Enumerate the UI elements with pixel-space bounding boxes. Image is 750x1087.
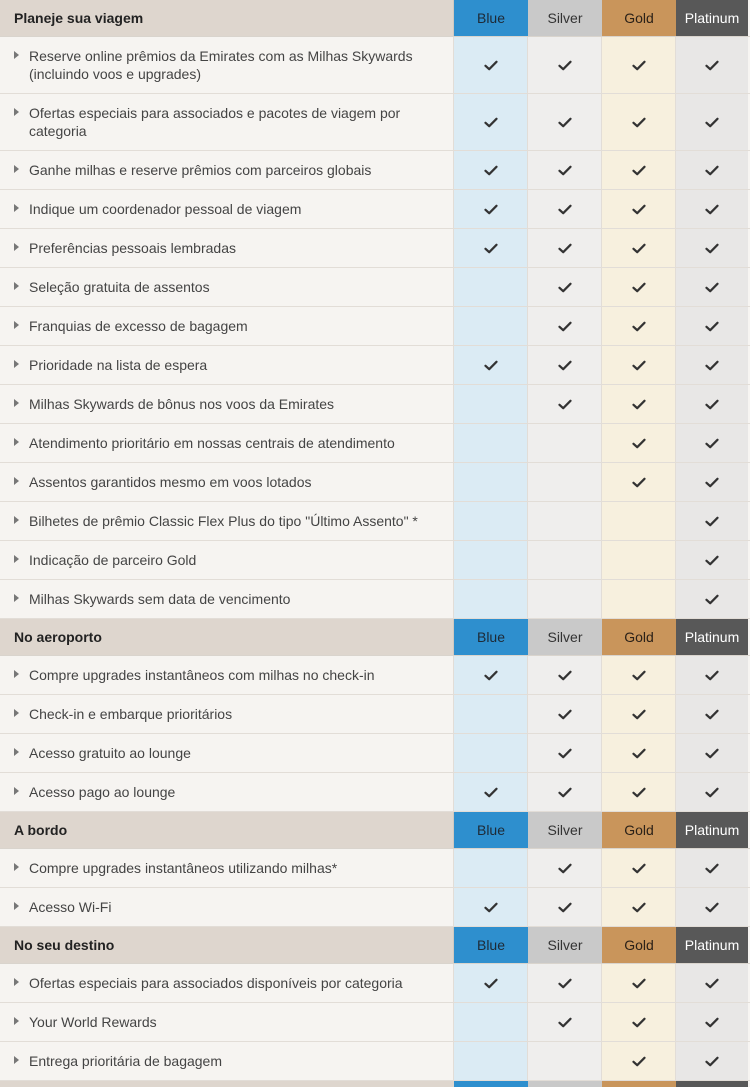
tier-cell-platinum [676,229,748,267]
tier-header-gold: Gold [602,619,676,655]
caret-right-icon[interactable] [14,902,19,910]
tier-cell-platinum [676,424,748,462]
benefit-expander[interactable] [0,734,454,772]
benefit-expander[interactable] [0,307,454,345]
check-icon [705,748,719,759]
section-title: No aeroporto [0,619,454,655]
check-icon [558,321,572,332]
tier-cell-blue [454,656,528,694]
tier-cell-silver [528,1042,602,1080]
benefit-label: Milhas Skywards de bônus nos voos da Emirates [29,396,335,412]
tier-cell-gold [602,580,676,618]
benefit-expander[interactable] [0,346,454,384]
tier-cell-blue [454,541,528,579]
caret-right-icon[interactable] [14,438,19,446]
check-icon [558,709,572,720]
check-icon [705,243,719,254]
tier-cell-platinum [676,541,748,579]
tier-cell-platinum [676,151,748,189]
benefit-label: Ofertas especiais para associados disponíveis por categoria [29,975,403,991]
tier-cell-blue [454,695,528,733]
tier-cell-blue [454,773,528,811]
benefit-expander[interactable] [0,37,454,93]
benefit-expander[interactable] [0,1003,454,1041]
check-icon [632,243,646,254]
benefit-expander[interactable] [0,773,454,811]
tier-cell-gold [602,849,676,887]
benefit-label: Indique um coordenador pessoal de viagem [29,201,302,217]
tier-cell-platinum [676,190,748,228]
benefit-expander[interactable] [0,94,454,150]
table-row[interactable] [0,37,750,94]
tier-cell-gold [602,888,676,926]
benefit-label: Your World Rewards [29,1014,157,1030]
caret-right-icon[interactable] [14,516,19,524]
check-icon [632,748,646,759]
table-row[interactable] [0,734,750,773]
tier-cell-platinum [676,94,748,150]
tier-cell-silver [528,94,602,150]
tier-cell-gold [602,37,676,93]
benefit-label: Acesso pago ao lounge [29,784,176,800]
section-header [0,619,750,656]
check-icon [632,399,646,410]
check-icon [632,902,646,913]
tier-cell-blue [454,268,528,306]
check-icon [558,204,572,215]
tier-cell-silver [528,580,602,618]
caret-right-icon[interactable] [14,787,19,795]
table-row[interactable] [0,541,750,580]
benefit-expander[interactable] [0,964,454,1002]
check-icon [705,360,719,371]
tier-cell-platinum [676,268,748,306]
benefit-expander[interactable] [0,190,454,228]
check-icon [632,978,646,989]
caret-right-icon[interactable] [14,594,19,602]
benefit-label: Reserve online prêmios da Emirates com as Milhas Skywards (incluindo voos e upgrades) [29,48,413,82]
caret-right-icon[interactable] [14,360,19,368]
caret-right-icon[interactable] [14,863,19,871]
benefit-label: Seleção gratuita de assentos [29,279,210,295]
check-icon [484,360,498,371]
tier-cell-silver [528,307,602,345]
table-row[interactable] [0,1042,750,1081]
benefit-expander[interactable] [0,502,454,540]
tier-cell-gold [602,1003,676,1041]
check-icon [558,670,572,681]
tier-cell-platinum [676,734,748,772]
tier-cell-gold [602,734,676,772]
check-icon [705,670,719,681]
benefit-expander[interactable] [0,385,454,423]
check-icon [705,787,719,798]
check-icon [558,1017,572,1028]
benefit-label: Compre upgrades instantâneos utilizando milhas* [29,860,338,876]
tier-header-platinum: Platinum [676,619,748,655]
tier-cell-silver [528,385,602,423]
check-icon [484,978,498,989]
benefit-expander[interactable] [0,888,454,926]
table-row[interactable] [0,307,750,346]
tier-cell-gold [602,190,676,228]
check-icon [705,1056,719,1067]
tier-cell-blue [454,964,528,1002]
tier-header-platinum: Platinum [676,0,748,36]
check-icon [632,360,646,371]
check-icon [705,117,719,128]
next-section-header-strip [0,1081,750,1087]
tier-cell-gold [602,385,676,423]
check-icon [484,670,498,681]
caret-right-icon[interactable] [14,555,19,563]
tier-cell-platinum [676,502,748,540]
tier-header-platinum: Platinum [676,812,748,848]
check-icon [705,60,719,71]
tier-cell-silver [528,37,602,93]
benefit-expander[interactable] [0,1042,454,1080]
tier-cell-gold [602,656,676,694]
caret-right-icon[interactable] [14,670,19,678]
tier-cell-blue [454,190,528,228]
check-icon [632,477,646,488]
benefit-label: Preferências pessoais lembradas [29,240,236,256]
caret-right-icon[interactable] [14,51,19,59]
check-icon [632,787,646,798]
tier-cell-blue [454,463,528,501]
table-row[interactable] [0,94,750,151]
tier-cell-gold [602,964,676,1002]
tier-cell-blue [454,37,528,93]
tier-cell-silver [528,656,602,694]
caret-right-icon[interactable] [14,1056,19,1064]
tier-header-silver: Silver [528,812,602,848]
table-row[interactable] [0,580,750,619]
benefit-expander[interactable] [0,463,454,501]
tier-cell-platinum [676,964,748,1002]
section-header [0,812,750,849]
tier-cell-silver [528,268,602,306]
tier-cell-platinum [676,773,748,811]
table-row[interactable] [0,346,750,385]
benefit-expander[interactable] [0,424,454,462]
tier-cell-silver [528,888,602,926]
tier-cell-gold [602,151,676,189]
table-row[interactable] [0,1003,750,1042]
tier-cell-platinum [676,1003,748,1041]
tier-cell-silver [528,1003,602,1041]
tier-cell-gold [602,502,676,540]
tier-cell-blue [454,1003,528,1041]
tier-cell-blue [454,385,528,423]
check-icon [705,438,719,449]
section-3 [0,927,750,1081]
check-icon [558,787,572,798]
benefit-expander[interactable] [0,229,454,267]
check-icon [705,321,719,332]
check-icon [632,670,646,681]
benefit-label: Ganhe milhas e reserve prêmios com parceiros globais [29,162,372,178]
table-row[interactable] [0,773,750,812]
tier-cell-silver [528,773,602,811]
tier-cell-platinum [676,37,748,93]
check-icon [484,117,498,128]
tier-cell-blue [454,580,528,618]
tier-cell-gold [602,268,676,306]
tier-cell-silver [528,541,602,579]
benefit-label: Acesso Wi-Fi [29,899,112,915]
benefit-expander[interactable] [0,580,454,618]
check-icon [705,863,719,874]
tier-header-silver: Silver [528,619,602,655]
section-title: A bordo [0,812,454,848]
tier-header-blue: Blue [454,812,528,848]
check-icon [558,360,572,371]
check-icon [558,748,572,759]
benefit-label: Entrega prioritária de bagagem [29,1053,223,1069]
check-icon [705,555,719,566]
section-1 [0,619,750,812]
caret-right-icon[interactable] [14,282,19,290]
table-row[interactable] [0,229,750,268]
check-icon [484,60,498,71]
check-icon [632,438,646,449]
strip-segment [0,1081,454,1087]
tier-cell-silver [528,849,602,887]
check-icon [632,1017,646,1028]
table-row[interactable] [0,964,750,1003]
check-icon [558,282,572,293]
check-icon [632,60,646,71]
benefit-label: Bilhetes de prêmio Classic Flex Plus do tipo "Último Assento" * [29,513,418,529]
table-row[interactable] [0,888,750,927]
tier-cell-platinum [676,888,748,926]
tier-cell-blue [454,502,528,540]
caret-right-icon[interactable] [14,748,19,756]
check-icon [632,204,646,215]
check-icon [484,243,498,254]
table-row[interactable] [0,656,750,695]
benefit-label: Milhas Skywards sem data de vencimento [29,591,291,607]
check-icon [705,399,719,410]
tier-cell-platinum [676,656,748,694]
check-icon [558,117,572,128]
check-icon [632,709,646,720]
check-icon [484,787,498,798]
caret-right-icon[interactable] [14,321,19,329]
tier-cell-blue [454,734,528,772]
tier-cell-blue [454,229,528,267]
check-icon [632,165,646,176]
strip-segment [454,1081,528,1087]
caret-right-icon[interactable] [14,477,19,485]
benefit-expander[interactable] [0,849,454,887]
strip-segment [676,1081,748,1087]
table-row[interactable] [0,151,750,190]
tier-cell-silver [528,229,602,267]
table-row[interactable] [0,268,750,307]
tier-cell-silver [528,151,602,189]
check-icon [632,321,646,332]
tier-cell-silver [528,695,602,733]
benefit-expander[interactable] [0,656,454,694]
benefit-label: Franquias de excesso de bagagem [29,318,248,334]
check-icon [705,516,719,527]
caret-right-icon[interactable] [14,399,19,407]
benefit-label: Prioridade na lista de espera [29,357,208,373]
check-icon [705,709,719,720]
tier-cell-gold [602,307,676,345]
benefit-label: Ofertas especiais para associados e pacotes de viagem por categoria [29,105,401,139]
check-icon [705,165,719,176]
tier-cell-platinum [676,1042,748,1080]
table-row[interactable] [0,849,750,888]
benefit-label: Acesso gratuito ao lounge [29,745,191,761]
check-icon [632,117,646,128]
section-2 [0,812,750,927]
benefit-expander[interactable] [0,695,454,733]
benefit-label: Compre upgrades instantâneos com milhas no check-in [29,667,375,683]
check-icon [705,902,719,913]
caret-right-icon[interactable] [14,108,19,116]
tier-cell-gold [602,773,676,811]
benefit-expander[interactable] [0,268,454,306]
benefit-label: Assentos garantidos mesmo em voos lotados [29,474,312,490]
strip-segment [528,1081,602,1087]
check-icon [558,243,572,254]
tier-cell-platinum [676,307,748,345]
tier-cell-silver [528,346,602,384]
section-header [0,927,750,964]
table-row[interactable] [0,502,750,541]
tier-header-platinum: Platinum [676,927,748,963]
tier-cell-gold [602,695,676,733]
strip-segment [602,1081,676,1087]
check-icon [558,399,572,410]
check-icon [632,1056,646,1067]
tier-cell-silver [528,964,602,1002]
section-header [0,0,750,37]
tier-header-blue: Blue [454,927,528,963]
table-row[interactable] [0,385,750,424]
section-title: No seu destino [0,927,454,963]
tier-header-gold: Gold [602,0,676,36]
tier-cell-silver [528,734,602,772]
check-icon [558,978,572,989]
benefit-label: Check-in e embarque prioritários [29,706,233,722]
tier-cell-platinum [676,849,748,887]
tier-cell-platinum [676,695,748,733]
tier-cell-blue [454,888,528,926]
tier-cell-silver [528,424,602,462]
tier-cell-gold [602,229,676,267]
tier-cell-silver [528,463,602,501]
check-icon [705,282,719,293]
tier-cell-blue [454,849,528,887]
tier-cell-blue [454,94,528,150]
caret-right-icon[interactable] [14,709,19,717]
tier-cell-gold [602,463,676,501]
tier-cell-silver [528,502,602,540]
tier-cell-gold [602,94,676,150]
tier-cell-platinum [676,580,748,618]
tier-header-gold: Gold [602,812,676,848]
check-icon [558,165,572,176]
caret-right-icon[interactable] [14,978,19,986]
benefit-expander[interactable] [0,151,454,189]
check-icon [484,165,498,176]
tier-header-gold: Gold [602,927,676,963]
table-row[interactable] [0,463,750,502]
check-icon [632,863,646,874]
tier-cell-gold [602,1042,676,1080]
check-icon [705,477,719,488]
tier-header-silver: Silver [528,927,602,963]
tier-cell-blue [454,151,528,189]
check-icon [705,594,719,605]
tier-cell-blue [454,424,528,462]
table-row[interactable] [0,695,750,734]
tier-cell-gold [602,541,676,579]
table-row[interactable] [0,424,750,463]
check-icon [484,204,498,215]
benefit-expander[interactable] [0,541,454,579]
table-row[interactable] [0,190,750,229]
check-icon [705,204,719,215]
caret-right-icon[interactable] [14,243,19,251]
benefit-label: Indicação de parceiro Gold [29,552,197,568]
tier-cell-platinum [676,346,748,384]
check-icon [632,282,646,293]
tier-cell-platinum [676,463,748,501]
tier-header-blue: Blue [454,619,528,655]
check-icon [558,902,572,913]
check-icon [558,863,572,874]
caret-right-icon[interactable] [14,204,19,212]
benefit-label: Atendimento prioritário em nossas centrais de atendimento [29,435,395,451]
caret-right-icon[interactable] [14,165,19,173]
check-icon [558,60,572,71]
tier-cell-blue [454,307,528,345]
tier-cell-blue [454,346,528,384]
tier-cell-gold [602,346,676,384]
section-title: Planeje sua viagem [0,0,454,36]
tier-cell-gold [602,424,676,462]
tier-header-blue: Blue [454,0,528,36]
tier-cell-platinum [676,385,748,423]
check-icon [484,902,498,913]
check-icon [705,1017,719,1028]
check-icon [705,978,719,989]
tier-cell-blue [454,1042,528,1080]
tier-header-silver: Silver [528,0,602,36]
tier-cell-silver [528,190,602,228]
